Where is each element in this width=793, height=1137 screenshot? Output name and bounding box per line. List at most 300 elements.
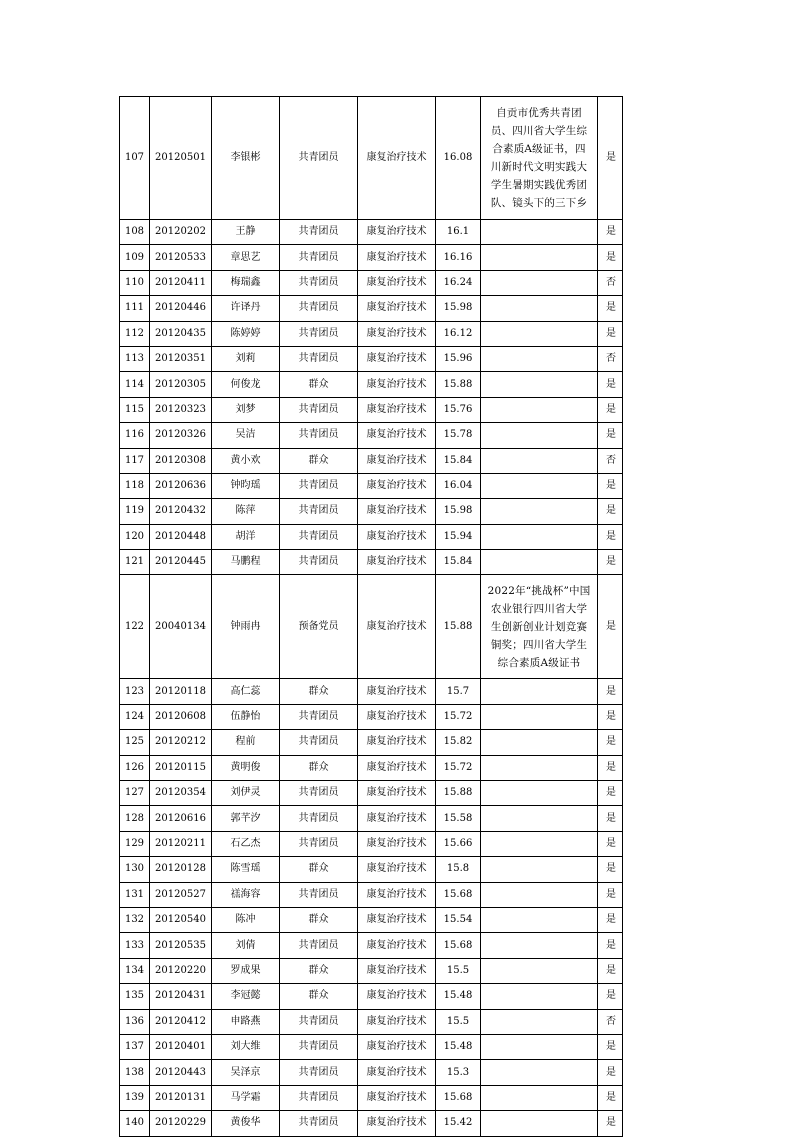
honors-note-cell: 2022年“挑战杯”中国农业银行四川省大学生创新创业计划竞赛铜奖；四川省大学生综合素质A级证书 — [481, 575, 598, 679]
honors-note-cell — [481, 270, 598, 295]
score-cell: 15.82 — [436, 730, 481, 755]
student-name-cell: 黄小欢 — [212, 448, 280, 473]
political-status-cell: 共青团员 — [280, 473, 358, 498]
student-name-cell: 李银彬 — [212, 97, 280, 220]
political-status-cell: 群众 — [280, 448, 358, 473]
table-row — [120, 550, 623, 575]
student-id-cell: 20120131 — [150, 1085, 212, 1110]
student-name-cell: 陈冲 — [212, 907, 280, 932]
political-status-cell: 共青团员 — [280, 423, 358, 448]
score-cell: 15.72 — [436, 704, 481, 729]
student-id-cell: 20120445 — [150, 550, 212, 575]
major-cell: 康复治疗技术 — [358, 755, 436, 780]
political-status-cell: 共青团员 — [280, 806, 358, 831]
student-name-cell: 罗成果 — [212, 958, 280, 983]
major-cell: 康复治疗技术 — [358, 704, 436, 729]
roster-body — [120, 97, 623, 1137]
honors-note-cell — [481, 473, 598, 498]
honors-note-cell — [481, 321, 598, 346]
score-cell: 16.16 — [436, 245, 481, 270]
row-number-cell: 120 — [120, 524, 150, 549]
eligible-flag-cell: 是 — [598, 550, 623, 575]
student-name-cell: 黄俊华 — [212, 1111, 280, 1136]
student-id-cell: 20120211 — [150, 831, 212, 856]
political-status-cell: 共青团员 — [280, 270, 358, 295]
eligible-flag-cell: 是 — [598, 499, 623, 524]
eligible-flag-cell: 是 — [598, 806, 623, 831]
major-cell: 康复治疗技术 — [358, 270, 436, 295]
student-id-cell: 20120533 — [150, 245, 212, 270]
eligible-flag-cell: 是 — [598, 831, 623, 856]
student-name-cell: 陈婷婷 — [212, 321, 280, 346]
student-id-cell: 20120435 — [150, 321, 212, 346]
student-name-cell: 陈萍 — [212, 499, 280, 524]
major-cell: 康复治疗技术 — [358, 806, 436, 831]
student-name-cell: 梅瑞鑫 — [212, 270, 280, 295]
honors-note-cell — [481, 499, 598, 524]
student-id-cell: 20120351 — [150, 346, 212, 371]
major-cell: 康复治疗技术 — [358, 575, 436, 679]
student-name-cell: 钟雨冉 — [212, 575, 280, 679]
student-id-cell: 20120202 — [150, 220, 212, 245]
student-name-cell: 何俊龙 — [212, 372, 280, 397]
student-id-cell: 20120212 — [150, 730, 212, 755]
political-status-cell: 共青团员 — [280, 730, 358, 755]
political-status-cell: 共青团员 — [280, 831, 358, 856]
student-id-cell: 20120412 — [150, 1009, 212, 1034]
student-name-cell: 吴洁 — [212, 423, 280, 448]
student-id-cell: 20120354 — [150, 781, 212, 806]
student-id-cell: 20120443 — [150, 1060, 212, 1085]
student-name-cell: 马学霜 — [212, 1085, 280, 1110]
eligible-flag-cell: 是 — [598, 473, 623, 498]
major-cell: 康复治疗技术 — [358, 397, 436, 422]
major-cell: 康复治疗技术 — [358, 857, 436, 882]
table-row — [120, 1060, 623, 1085]
row-number-cell: 118 — [120, 473, 150, 498]
student-id-cell: 20120540 — [150, 907, 212, 932]
honors-note-cell — [481, 781, 598, 806]
score-cell: 15.88 — [436, 781, 481, 806]
eligible-flag-cell: 是 — [598, 397, 623, 422]
eligible-flag-cell: 是 — [598, 755, 623, 780]
student-name-cell: 刘大维 — [212, 1034, 280, 1059]
eligible-flag-cell: 否 — [598, 1009, 623, 1034]
major-cell: 康复治疗技术 — [358, 524, 436, 549]
political-status-cell: 共青团员 — [280, 524, 358, 549]
honors-note-cell — [481, 679, 598, 704]
eligible-flag-cell: 是 — [598, 1111, 623, 1136]
honors-note-cell — [481, 1060, 598, 1085]
table-row — [120, 1009, 623, 1034]
score-cell: 15.76 — [436, 397, 481, 422]
political-status-cell: 共青团员 — [280, 1060, 358, 1085]
row-number-cell: 128 — [120, 806, 150, 831]
score-cell: 15.48 — [436, 1034, 481, 1059]
major-cell: 康复治疗技术 — [358, 550, 436, 575]
major-cell: 康复治疗技术 — [358, 372, 436, 397]
student-name-cell: 钟昀瑶 — [212, 473, 280, 498]
score-cell: 15.98 — [436, 499, 481, 524]
honors-note-cell — [481, 372, 598, 397]
eligible-flag-cell: 是 — [598, 321, 623, 346]
student-name-cell: 黄明俊 — [212, 755, 280, 780]
score-cell: 15.5 — [436, 958, 481, 983]
student-id-cell: 20120115 — [150, 755, 212, 780]
honors-note-cell — [481, 550, 598, 575]
table-row — [120, 907, 623, 932]
major-cell: 康复治疗技术 — [358, 97, 436, 220]
row-number-cell: 125 — [120, 730, 150, 755]
score-cell: 15.78 — [436, 423, 481, 448]
table-row — [120, 220, 623, 245]
political-status-cell: 共青团员 — [280, 97, 358, 220]
table-row — [120, 270, 623, 295]
table-row — [120, 882, 623, 907]
student-name-cell: 刘倩 — [212, 933, 280, 958]
student-id-cell: 20120401 — [150, 1034, 212, 1059]
score-cell: 15.8 — [436, 857, 481, 882]
student-name-cell: 章思艺 — [212, 245, 280, 270]
table-row — [120, 806, 623, 831]
honors-note-cell — [481, 397, 598, 422]
eligible-flag-cell: 否 — [598, 270, 623, 295]
score-cell: 15.84 — [436, 448, 481, 473]
political-status-cell: 共青团员 — [280, 704, 358, 729]
student-id-cell: 20120118 — [150, 679, 212, 704]
eligible-flag-cell: 是 — [598, 781, 623, 806]
score-cell: 15.54 — [436, 907, 481, 932]
student-id-cell: 20120308 — [150, 448, 212, 473]
major-cell: 康复治疗技术 — [358, 730, 436, 755]
eligible-flag-cell: 是 — [598, 984, 623, 1009]
honors-note-cell — [481, 1009, 598, 1034]
row-number-cell: 121 — [120, 550, 150, 575]
score-cell: 15.88 — [436, 372, 481, 397]
eligible-flag-cell: 是 — [598, 97, 623, 220]
student-name-cell: 禚海容 — [212, 882, 280, 907]
student-name-cell: 石乙杰 — [212, 831, 280, 856]
table-row — [120, 933, 623, 958]
student-name-cell: 申路燕 — [212, 1009, 280, 1034]
political-status-cell: 共青团员 — [280, 933, 358, 958]
eligible-flag-cell: 是 — [598, 423, 623, 448]
score-cell: 15.5 — [436, 1009, 481, 1034]
score-cell: 16.24 — [436, 270, 481, 295]
honors-note-cell — [481, 524, 598, 549]
eligible-flag-cell: 是 — [598, 1085, 623, 1110]
honors-note-cell — [481, 857, 598, 882]
student-id-cell: 20120431 — [150, 984, 212, 1009]
student-name-cell: 郭芊汐 — [212, 806, 280, 831]
table-row — [120, 97, 623, 220]
eligible-flag-cell: 是 — [598, 857, 623, 882]
political-status-cell: 群众 — [280, 907, 358, 932]
major-cell: 康复治疗技术 — [358, 1034, 436, 1059]
political-status-cell: 群众 — [280, 958, 358, 983]
political-status-cell: 共青团员 — [280, 220, 358, 245]
score-cell: 15.94 — [436, 524, 481, 549]
table-row — [120, 679, 623, 704]
row-number-cell: 130 — [120, 857, 150, 882]
major-cell: 康复治疗技术 — [358, 473, 436, 498]
major-cell: 康复治疗技术 — [358, 1085, 436, 1110]
score-cell: 15.84 — [436, 550, 481, 575]
row-number-cell: 137 — [120, 1034, 150, 1059]
score-cell: 16.04 — [436, 473, 481, 498]
student-id-cell: 20120432 — [150, 499, 212, 524]
table-row — [120, 423, 623, 448]
student-id-cell: 20120323 — [150, 397, 212, 422]
major-cell: 康复治疗技术 — [358, 220, 436, 245]
row-number-cell: 134 — [120, 958, 150, 983]
major-cell: 康复治疗技术 — [358, 781, 436, 806]
student-name-cell: 陈雪瑶 — [212, 857, 280, 882]
table-row — [120, 245, 623, 270]
student-id-cell: 20120128 — [150, 857, 212, 882]
row-number-cell: 116 — [120, 423, 150, 448]
student-id-cell: 20040134 — [150, 575, 212, 679]
student-id-cell: 20120448 — [150, 524, 212, 549]
student-id-cell: 20120326 — [150, 423, 212, 448]
honors-note-cell — [481, 907, 598, 932]
row-number-cell: 138 — [120, 1060, 150, 1085]
political-status-cell: 共青团员 — [280, 1009, 358, 1034]
row-number-cell: 111 — [120, 296, 150, 321]
row-number-cell: 132 — [120, 907, 150, 932]
political-status-cell: 共青团员 — [280, 397, 358, 422]
eligible-flag-cell: 是 — [598, 679, 623, 704]
major-cell: 康复治疗技术 — [358, 1009, 436, 1034]
student-id-cell: 20120305 — [150, 372, 212, 397]
student-id-cell: 20120616 — [150, 806, 212, 831]
score-cell: 15.68 — [436, 882, 481, 907]
political-status-cell: 共青团员 — [280, 296, 358, 321]
major-cell: 康复治疗技术 — [358, 448, 436, 473]
row-number-cell: 140 — [120, 1111, 150, 1136]
table-row — [120, 958, 623, 983]
score-cell: 16.1 — [436, 220, 481, 245]
student-name-cell: 刘梦 — [212, 397, 280, 422]
student-id-cell: 20120535 — [150, 933, 212, 958]
student-id-cell: 20120229 — [150, 1111, 212, 1136]
honors-note-cell — [481, 704, 598, 729]
table-row — [120, 704, 623, 729]
student-name-cell: 吴泽京 — [212, 1060, 280, 1085]
eligible-flag-cell: 是 — [598, 907, 623, 932]
political-status-cell: 共青团员 — [280, 499, 358, 524]
row-number-cell: 108 — [120, 220, 150, 245]
row-number-cell: 133 — [120, 933, 150, 958]
student-name-cell: 李冠懿 — [212, 984, 280, 1009]
table-row — [120, 781, 623, 806]
political-status-cell: 共青团员 — [280, 882, 358, 907]
row-number-cell: 126 — [120, 755, 150, 780]
major-cell: 康复治疗技术 — [358, 1111, 436, 1136]
row-number-cell: 114 — [120, 372, 150, 397]
honors-note-cell — [481, 220, 598, 245]
eligible-flag-cell: 是 — [598, 372, 623, 397]
political-status-cell: 群众 — [280, 372, 358, 397]
honors-note-cell — [481, 933, 598, 958]
major-cell: 康复治疗技术 — [358, 882, 436, 907]
score-cell: 16.08 — [436, 97, 481, 220]
table-row — [120, 755, 623, 780]
student-name-cell: 马鹏程 — [212, 550, 280, 575]
row-number-cell: 124 — [120, 704, 150, 729]
student-name-cell: 高仁蕊 — [212, 679, 280, 704]
student-id-cell: 20120446 — [150, 296, 212, 321]
major-cell: 康复治疗技术 — [358, 321, 436, 346]
political-status-cell: 群众 — [280, 679, 358, 704]
honors-note-cell — [481, 1111, 598, 1136]
student-id-cell: 20120220 — [150, 958, 212, 983]
table-row — [120, 857, 623, 882]
eligible-flag-cell: 是 — [598, 575, 623, 679]
table-row — [120, 473, 623, 498]
political-status-cell: 群众 — [280, 857, 358, 882]
table-row — [120, 730, 623, 755]
score-cell: 15.68 — [436, 1085, 481, 1110]
row-number-cell: 112 — [120, 321, 150, 346]
table-row — [120, 1111, 623, 1136]
row-number-cell: 139 — [120, 1085, 150, 1110]
political-status-cell: 共青团员 — [280, 321, 358, 346]
row-number-cell: 129 — [120, 831, 150, 856]
eligible-flag-cell: 是 — [598, 1034, 623, 1059]
table-row — [120, 321, 623, 346]
table-row — [120, 1034, 623, 1059]
table-row — [120, 397, 623, 422]
eligible-flag-cell: 是 — [598, 524, 623, 549]
eligible-flag-cell: 否 — [598, 448, 623, 473]
row-number-cell: 117 — [120, 448, 150, 473]
score-cell: 15.98 — [436, 296, 481, 321]
table-row — [120, 448, 623, 473]
honors-note-cell — [481, 346, 598, 371]
honors-note-cell — [481, 882, 598, 907]
political-status-cell: 共青团员 — [280, 245, 358, 270]
row-number-cell: 127 — [120, 781, 150, 806]
table-row — [120, 984, 623, 1009]
table-row — [120, 346, 623, 371]
student-name-cell: 程前 — [212, 730, 280, 755]
honors-note-cell — [481, 730, 598, 755]
major-cell: 康复治疗技术 — [358, 296, 436, 321]
score-cell: 15.42 — [436, 1111, 481, 1136]
table-row — [120, 296, 623, 321]
score-cell: 15.66 — [436, 831, 481, 856]
major-cell: 康复治疗技术 — [358, 958, 436, 983]
honors-note-cell — [481, 296, 598, 321]
political-status-cell: 共青团员 — [280, 1034, 358, 1059]
student-name-cell: 胡洋 — [212, 524, 280, 549]
score-cell: 15.48 — [436, 984, 481, 1009]
honors-note-cell — [481, 448, 598, 473]
table-row — [120, 831, 623, 856]
student-name-cell: 王静 — [212, 220, 280, 245]
political-status-cell: 共青团员 — [280, 346, 358, 371]
eligible-flag-cell: 是 — [598, 730, 623, 755]
honors-note-cell — [481, 755, 598, 780]
score-cell: 15.96 — [436, 346, 481, 371]
honors-note-cell — [481, 245, 598, 270]
eligible-flag-cell: 是 — [598, 882, 623, 907]
score-cell: 15.88 — [436, 575, 481, 679]
political-status-cell: 共青团员 — [280, 550, 358, 575]
eligible-flag-cell: 是 — [598, 958, 623, 983]
eligible-flag-cell: 是 — [598, 296, 623, 321]
honors-note-cell — [481, 984, 598, 1009]
major-cell: 康复治疗技术 — [358, 907, 436, 932]
political-status-cell: 群众 — [280, 984, 358, 1009]
eligible-flag-cell: 是 — [598, 245, 623, 270]
major-cell: 康复治疗技术 — [358, 933, 436, 958]
student-roster-table — [119, 96, 623, 1137]
row-number-cell: 123 — [120, 679, 150, 704]
score-cell: 15.72 — [436, 755, 481, 780]
student-name-cell: 伍静怡 — [212, 704, 280, 729]
major-cell: 康复治疗技术 — [358, 679, 436, 704]
row-number-cell: 109 — [120, 245, 150, 270]
honors-note-cell: 自贡市优秀共青团员、四川省大学生综合素质A级证书，四川新时代文明实践大学生暑期实践优秀团队、镜头下的三下乡 — [481, 97, 598, 220]
student-name-cell: 刘伊灵 — [212, 781, 280, 806]
score-cell: 15.3 — [436, 1060, 481, 1085]
row-number-cell: 110 — [120, 270, 150, 295]
student-id-cell: 20120501 — [150, 97, 212, 220]
score-cell: 15.68 — [436, 933, 481, 958]
table-row — [120, 1085, 623, 1110]
row-number-cell: 122 — [120, 575, 150, 679]
eligible-flag-cell: 是 — [598, 704, 623, 729]
student-id-cell: 20120411 — [150, 270, 212, 295]
honors-note-cell — [481, 831, 598, 856]
major-cell: 康复治疗技术 — [358, 1060, 436, 1085]
major-cell: 康复治疗技术 — [358, 245, 436, 270]
major-cell: 康复治疗技术 — [358, 346, 436, 371]
political-status-cell: 预备党员 — [280, 575, 358, 679]
student-id-cell: 20120608 — [150, 704, 212, 729]
political-status-cell: 共青团员 — [280, 1111, 358, 1136]
row-number-cell: 136 — [120, 1009, 150, 1034]
score-cell: 15.58 — [436, 806, 481, 831]
eligible-flag-cell: 否 — [598, 346, 623, 371]
political-status-cell: 共青团员 — [280, 1085, 358, 1110]
student-name-cell: 刘莉 — [212, 346, 280, 371]
student-name-cell: 许译丹 — [212, 296, 280, 321]
table-row — [120, 499, 623, 524]
row-number-cell: 115 — [120, 397, 150, 422]
major-cell: 康复治疗技术 — [358, 423, 436, 448]
table-row — [120, 372, 623, 397]
honors-note-cell — [481, 423, 598, 448]
student-id-cell: 20120636 — [150, 473, 212, 498]
row-number-cell: 119 — [120, 499, 150, 524]
major-cell: 康复治疗技术 — [358, 984, 436, 1009]
eligible-flag-cell: 是 — [598, 933, 623, 958]
row-number-cell: 131 — [120, 882, 150, 907]
honors-note-cell — [481, 1034, 598, 1059]
major-cell: 康复治疗技术 — [358, 499, 436, 524]
eligible-flag-cell: 是 — [598, 1060, 623, 1085]
honors-note-cell — [481, 1085, 598, 1110]
table-row — [120, 575, 623, 679]
score-cell: 16.12 — [436, 321, 481, 346]
row-number-cell: 113 — [120, 346, 150, 371]
row-number-cell: 107 — [120, 97, 150, 220]
table-row — [120, 524, 623, 549]
score-cell: 15.7 — [436, 679, 481, 704]
